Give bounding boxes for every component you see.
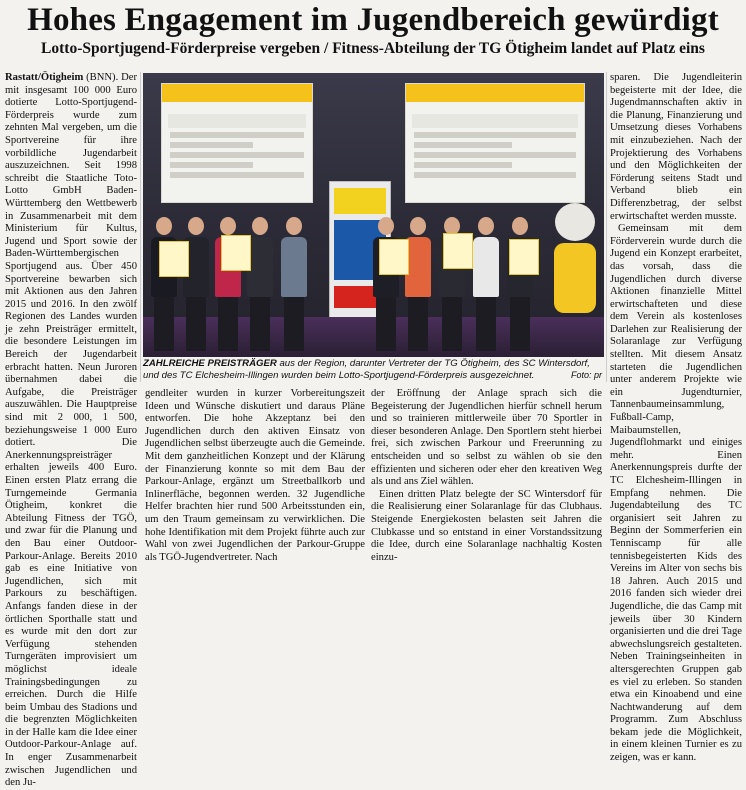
person xyxy=(507,217,533,351)
person xyxy=(183,217,209,351)
person xyxy=(405,217,431,351)
column-divider xyxy=(606,72,607,382)
article-column-4 xyxy=(610,72,742,764)
body-text: (BNN). Der mit insgesamt 100 000 Euro dotierte Lotto-Sportjugend-Förderpreis wurde zum zehnten Mal vergeben, um die Sportvereine für ihre vorbildliche Jugendarbeit auszuzeichnen. Seit 1998 schreibt die Staatliche Toto-Lotto GmbH Baden-Württemberg den Wettbewerb in Zusammenarbeit mit dem Ministerium für Kultus, Jugend und Sport sowie der Baden-Württembergischen Sportjugend aus. Über 450 Sportvereine bewarben sich mit Aktionen aus den Jahren 2015 und 2016. In den zwölf Regionen des Landes wurden je zehn Preisträger ermittelt, die besondere Leistungen im Bereich der Jugendarbeit erbracht hatten. Neun Juroren übernahmen dabei die Aufgabe, die Preisträger auszuwählen. Die Hauptpreise sind mit 2 000, 1 500, beziehungsweise 1 000 Euro dotiert. Die Anerkennungspreisträger erhalten jeweils 400 Euro. Einen ersten Platz errang die Turngemeinde Germania Ötigheim, konkret die Abteilung Fitness der TGÖ, und zwar für die Planung und den Bau einer Outdoor-Parkour-Anlage. Bereits 2010 gab es eine Initiative von Jugendlichen, sich mit Parkours zu beschäftigen. Anfangs fanden diese in der örtlichen Sporthalle statt und es wurde mit den dort zur Verfügung stehenden Turngeräten improvisiert um möglichst ideale Trainingsbedingungen zu erreichen. Durch die Hilfe beim Umbau des Stadions und die begrenzten Möglichkeiten in der Halle kam die Idee einer Outdoor-Parkour-Anlage auf. In enger Zusammenarbeit zwischen Jugendlichen und den Ju- xyxy=(5,72,137,789)
person xyxy=(373,217,399,351)
photo-credit: Foto: pr xyxy=(570,369,602,380)
body-text: gendleiter wurden in kurzer Vorbereitungszeit Ideen und Wünsche diskutiert und daraus Pläne entworfen. Die hohe Akzeptanz bei den Jugendlichen durch den aktiven Einsatz von Jugendlichen selbst überzeugte auch die Gemeinde. Mit dem ganzheitlichen Konzept und der Klärung der Finanzierung konnte so mit dem Bau der Parkour-Anlage, ergänzt um Streetballkorb und Inlinerfläche, begonnen werden. 32 Jugendliche Helfer brachten hier rund 500 Arbeitsstunden ein, um den Traum gemeinsam zu verwirklichen. Die hohe Identifikation mit dem Projekt führte auch zur Wahl von zwei Jugendlichen der Parkour-Gruppe als TGÖ-Jugendvertreter. Nach xyxy=(145,388,365,563)
award-photo xyxy=(143,73,604,357)
award-certificate xyxy=(443,233,473,269)
mascot xyxy=(553,203,597,333)
award-certificate xyxy=(509,239,539,275)
body-text: sparen. Die Jugendleiterin begeisterte mit der Idee, die Jugendmannschaften aktiv in die Planung, Finanzierung und Umsetzung dieses Vorhabens mit einzubeziehen. Nach der Projektierung des Vorhabens und den Möglichkeiten der Förderung seitens Stadt und Verband blieb ein Differenzbetrag, der selbst erwirtschaftet werden musste. xyxy=(610,72,742,222)
award-certificate xyxy=(221,235,251,271)
body-text: Einen dritten Platz belegte der SC Wintersdorf für die Realisierung einer Solaranlage für das Clubhaus. Steigende Energiekosten belasten seit Jahren die Clubkasse und so entstand in einer Vorstandssitzung die Idee, durch eine Solaranlage nachhaltig Kosten einzu- xyxy=(371,488,602,563)
body-text: Gemeinsam mit dem Förderverein wurde durch die Jugend ein Konzept erarbeitet, das vorsah, dass die Jugendlichen durch diverse Aktionen finanzielle Mittel erwirtschafteten und diese dem Verein als kostenloses Darlehen zur Realisierung der Solaranlage zur Verfügung stellten. Mit diesem Ansatz starteten die Jugendlichen unter anderem Projekte wie ein Jugendturnier, Tannenbaumeinsammlung, Fußball-Camp, Maibaumstellen, Jugendflohmarkt und einiges mehr. Einen Anerkennungspreis durfte der TC Elchesheim-Illingen in Empfang nehmen. Die Jugendabteilung des TC organisiert seit Jahren zu Beginn der Sommerferien ein Tenniscamp für alle tennisbegeisterten Kids des Vereins im Alter von sechs bis 18 Jahren. Auch 2015 und 2016 fanden sich wieder drei Jugendliche, die das Camp mit jeweils über 30 Kindern organisierten und die drei Tage abwechslungsreich gestalteten. Neben Trainingseinheiten in altersgerechten Gruppen gab es viel zu erleben. So standen etwa ein Kinoabend und eine Nachtwanderung auf dem Programm. Zum Abschluss bekam jede die Möglichkeit, in einem kleinen Turnier es zu zeigen, was er kann. xyxy=(610,223,742,764)
award-certificate xyxy=(159,241,189,277)
column-divider xyxy=(140,72,141,382)
subheadline: Lotto-Sportjugend-Förderpreise vergeben / Fitness-Abteilung der TG Ötigheim landet auf Platz eins xyxy=(41,40,705,57)
article-column-3 xyxy=(371,388,602,566)
stage-screen-right xyxy=(405,83,585,203)
person xyxy=(151,217,177,351)
caption-heading: ZAHLREICHE PREISTRÄGER xyxy=(143,358,277,369)
person xyxy=(473,217,499,351)
award-certificate xyxy=(379,239,409,275)
stage-screen-left xyxy=(161,83,313,203)
article-column-1 xyxy=(5,72,137,789)
body-text: der Eröffnung der Anlage sprach sich die Begeisterung der Jugendlichen hierfür schnell herum und so trainieren mittlerweile über 70 Sportler in dieser besonderen Anlage. Den Sportlern steht hierbei frei, sich zwischen Parkour und Freerunning zu entscheiden und so selbst zu wählen ob sie den effizienten und sicheren oder eher den kreativen Weg als und ans Ziel wählen. xyxy=(371,388,602,488)
headline: Hohes Engagement im Jugendbereich gewürdigt xyxy=(27,2,719,38)
photo-caption xyxy=(143,358,604,386)
caption-text: aus der Region, darunter Vertreter der TG Ötigheim, des SC Wintersdorf, und des TC Elchesheim-Illingen wurden beim Lotto-Sportjugend-Förderpreis ausgezeichnet. xyxy=(143,358,590,381)
dateline: Rastatt/Ötigheim xyxy=(5,72,84,83)
person xyxy=(281,217,307,351)
article-column-2 xyxy=(145,388,365,566)
